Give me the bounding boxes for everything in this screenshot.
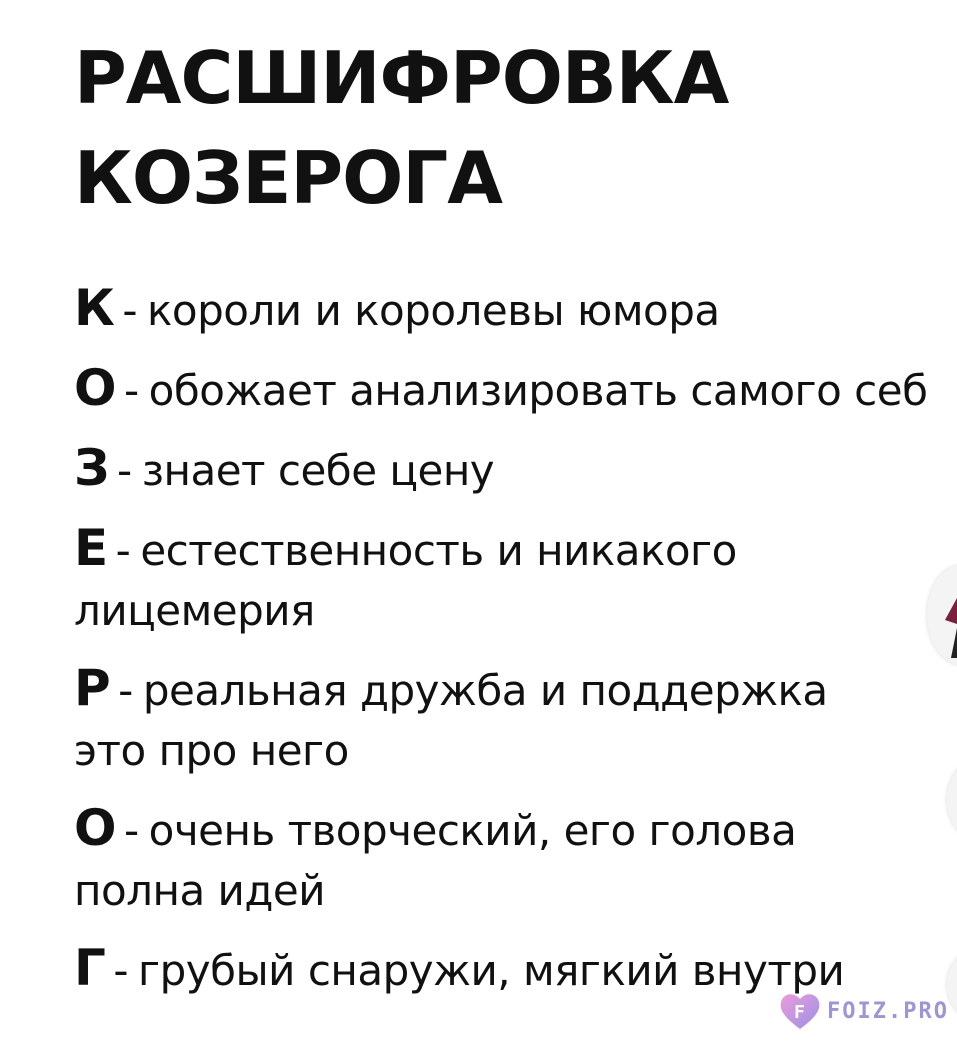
entry-letter: З [74,439,110,497]
list-item [74,358,957,421]
entry-letter: К [74,279,115,337]
entry-separator: - [113,946,129,995]
watermark [777,988,949,1034]
entry-letter: Г [74,939,106,997]
entry-text: реальная дружба и поддержка это про него [74,666,828,775]
entry-letter: О [74,799,117,857]
entry-text: грубый снаружи, мягкий внутри [138,946,845,995]
entry-separator: - [124,806,139,855]
entry-separator: - [117,446,132,495]
entry-letter: Р [74,659,111,717]
list-item [74,278,957,341]
watermark-text: FOIZ.PRO [827,998,949,1024]
entry-separator: - [122,286,138,335]
entry-separator: - [124,366,139,415]
heart-icon [777,988,823,1034]
list-item [74,658,874,781]
title-line-1: РАСШИФРОВКА [74,36,729,120]
entry-letter: О [74,359,117,417]
page-title [74,28,728,228]
title-line-2: КОЗЕРОГА [74,136,502,220]
entry-text: короли и королевы юмора [147,286,720,335]
entry-text: знает себе цену [141,446,495,495]
ribbon-decoration [937,598,957,658]
acronym-list [74,278,957,1018]
entry-text: обожает анализировать самого себ [148,366,928,415]
entry-letter: Е [74,519,108,577]
list-item [74,798,854,921]
svg-text:F: F [794,1002,807,1023]
entry-separator: - [115,526,131,575]
list-item [74,438,957,501]
entry-separator: - [118,666,133,715]
list-item [74,518,794,641]
entry-text: очень творческий, его голова полна идей [74,806,797,915]
entry-text: естественность и никакого лицемерия [74,526,737,635]
